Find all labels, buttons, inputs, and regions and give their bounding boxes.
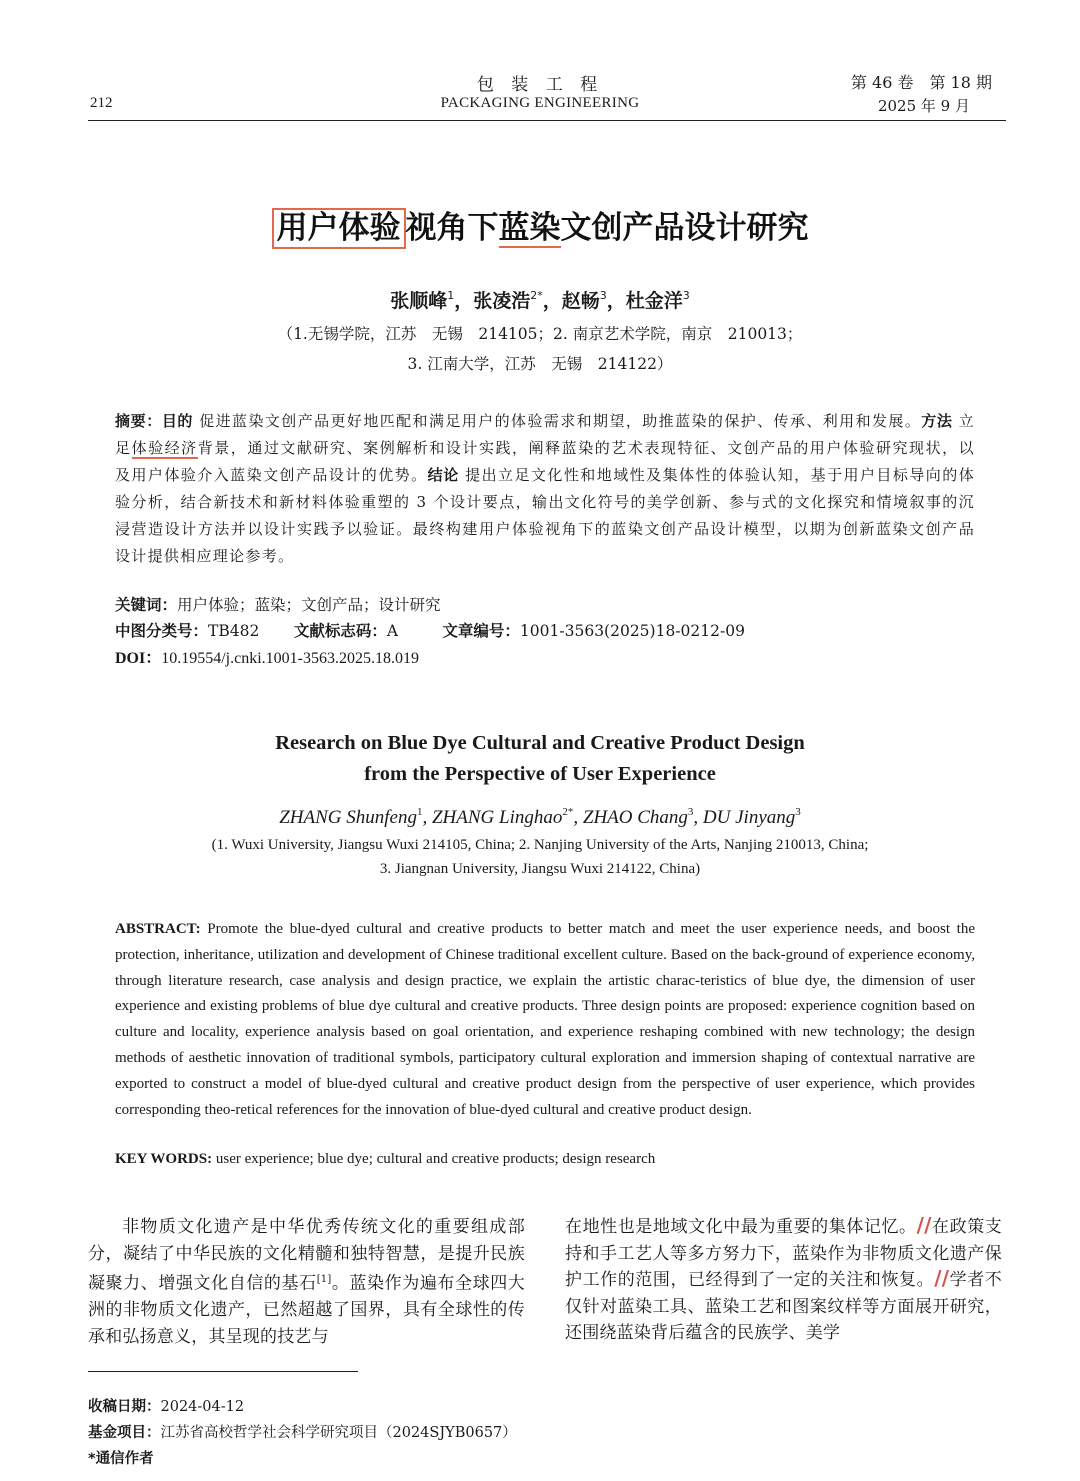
body-text: 学者不仅针对蓝染工具、蓝染工艺和图案纹样等方面展开研究，还围绕蓝染背后蕴含的民族学、美学 [565,1270,1002,1343]
conclusion-label: 结论 [427,466,459,484]
keywords-text: 用户体验；蓝染；文创产品；设计研究 [177,596,441,614]
author-affil-mark: 1 [447,289,455,302]
aim-label: 目的 [161,412,194,430]
title-underline: 蓝染 [498,210,561,246]
abstract-label: 摘要： [115,412,162,430]
author-name: 张顺峰 [390,290,448,312]
method-text: 立足 [115,412,975,457]
author-separator: ， [454,290,474,312]
received-value: 2024-04-12 [160,1399,245,1415]
method-underline: 体验经济 [131,439,198,457]
author-affil-mark: 2* [530,289,543,302]
issue-date: 2025 年 9 月 [877,97,970,115]
keywords-label: 关键词： [115,596,178,614]
method-text: 背景，通过文献研究、案例解析和设计实践，阐释蓝染的艺术表现特征、文创产品的用户体验研究现状，以及用户体验介入蓝染文创产品设计的优势。 [115,439,975,484]
received-label: 收稿日期： [88,1399,161,1415]
author-name: 杜金洋 [625,290,683,312]
affiliation-en-line: 3. Jiangnan University, Jiangsu Wuxi 214122, China) [379,861,701,877]
received-date [88,1395,244,1416]
aim-text: 促进蓝染文创产品更好地匹配和满足用户的体验需求和期望，助推蓝染的保护、传承、利用和发展。 [199,412,922,430]
doc-code-value: A [386,622,399,640]
author-name-en: ZHAO Chang [582,807,688,828]
abstract-en [115,917,975,1123]
author-separator: ， [606,290,626,312]
author-name-en: ZHANG Linghao [431,807,563,828]
body-text: 。蓝染作为遍布全球四大洲的非物质文化遗产，已然超越了国界，具有全球性的传承和弘扬意义，其呈现的技艺与 [88,1273,525,1347]
author-affil-mark: 3 [599,289,607,302]
doi-label: DOI： [115,650,162,667]
author-affil-mark: 2* [562,806,574,818]
body-text: 在地性也是地域文化中最为重要的集体记忆。 [565,1217,917,1237]
fund-project [88,1421,517,1442]
page-number: 212 [90,95,113,111]
corresponding-label: *通信作者 [88,1451,154,1467]
title-segment: 视角下 [405,210,499,246]
author-name: 张凌浩 [473,290,531,312]
annotation-slash-mark: // [916,1213,932,1237]
affiliation-line: 3. 江南大学，江苏 无锡 214122） [407,355,673,373]
clc-value: TB482 [208,622,260,640]
author-name-en: DU Jinyang [702,807,796,828]
title-en-line: Research on Blue Dye Cultural and Creative Product Design [275,732,805,754]
keywords-en-label: KEY WORDS: [115,1151,213,1167]
annotation-slash-mark: // [934,1266,950,1290]
title-en-line: from the Perspective of User Experience [364,763,716,785]
fund-label: 基金项目： [88,1425,161,1441]
affiliation-en-line: (1. Wuxi University, Jiangsu Wuxi 214105, China; 2. Nanjing University of the Arts, Nanjing 210013, China; [211,837,869,853]
keywords-cn [115,593,441,615]
classification-line [115,619,745,641]
paper-title [0,202,1080,249]
author-name-en: ZHANG Shunfeng [279,807,417,828]
title-segment: 文创产品设计研究 [560,210,809,246]
body-text: 非物质文化遗产是中华优秀传统文化的重要组成部分，凝结了中华民族的文化精髓和独特智慧，是提升民族凝聚力、增强文化自信的基石 [88,1217,525,1294]
clc-label: 中图分类号： [115,622,209,640]
author-affil-mark: 1 [416,806,423,818]
author-separator: ， [542,290,562,312]
doi-link[interactable]: 10.19554/j.cnki.1001-3563.2025.18.019 [161,650,419,667]
corresponding-author-note [88,1447,154,1468]
doc-code-label: 文献标志码： [293,622,387,640]
method-label: 方法 [921,412,953,430]
article-no-value: 1001-3563(2025)18-0212-09 [519,622,745,640]
author-list-en: ZHANG Shunfeng$^1$, ZHANG Linghao$^{2*}$, ZHAO Chang$^3$, DU Jinyang$^3$ [279,806,801,828]
author-affil-mark: 3 [682,289,690,302]
keywords-en [115,1151,655,1168]
journal-name-en: PACKAGING ENGINEERING [440,95,640,111]
conclusion-text: 提出立足文化性和地域性及集体性的体验认知，基于用户目标导向的体验分析，结合新技术和新材料体验重塑的 3 个设计要点，输出文化符号的美学创新、参与式的文化探究和情境叙事的沉浸营造设计方法并以设计实践予以验证。最终构建用户体验视角下的蓝染文创产品设计模型，以期为创新蓝染文创产品设计提供相应理论参考。 [115,466,975,565]
abstract-en-label: ABSTRACT: [115,921,201,937]
body-column-left [88,1214,525,1350]
title-en [0,728,1080,790]
affiliation-line: （1.无锡学院，江苏 无锡 214105；2. 南京艺术学院，南京 210013； [277,325,803,343]
header-rule [88,120,1006,121]
citation-ref[interactable]: [1] [316,1274,332,1285]
keywords-en-text: user experience; blue dye; cultural and creative products; design research [215,1151,656,1167]
fund-value: 江苏省高校哲学社会科学研究项目（2024SJYB0657） [160,1425,517,1441]
article-no-label: 文章编号： [442,622,520,640]
volume-issue: 第 46 卷 第 18 期 [850,73,992,92]
footnote-rule [88,1371,358,1372]
body-column-right [565,1214,1002,1347]
author-name: 赵畅 [561,290,600,312]
body-text: 在政策支持和手工艺人等多方努力下，蓝染作为非物质文化遗产保护工作的范围，已经得到了一定的关注和恢复。 [565,1217,1003,1290]
title-highlight-box: 用户体验 [272,208,406,249]
journal-name-cn: 包 装 工 程 [476,75,604,95]
abstract-en-text: Promote the blue-dyed cultural and creative products to better match and meet the user experience needs, and boost the protection, inheritance, utilization and development of Chinese traditional excellent culture. Based on the back-ground of experience economy, through literature research, case analysis and design practice, we explain the artistic charac-teristics of blue dye, the dimension of user experience and existing problems of blue dye cultural and creative products. Three design points are proposed: experience cognition based on culture and locality, experience analysis based on goal orientation, and experience reshaping combined with new technology; the design methods of aesthetic innovation of traditional symbols, participatory cultural exploration and immersion shaping of contextual narrative are exported to construct a model of blue-dyed cultural and creative product design from the perspective of user experience, which provides corresponding theo-retical references for the innovation of blue-dyed cultural and creative product design. [115,921,975,1118]
abstract-cn [115,408,975,570]
author-list [0,286,1080,313]
author-affil-mark: 3 [795,806,801,818]
doi-line [115,645,419,668]
author-affil-mark: 3 [687,806,694,818]
